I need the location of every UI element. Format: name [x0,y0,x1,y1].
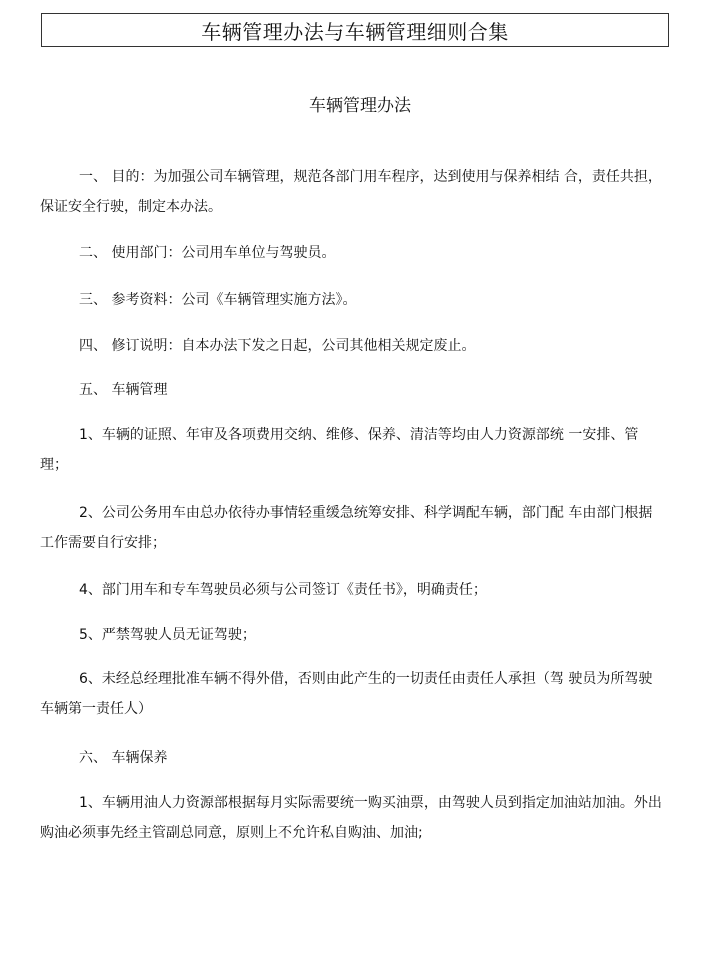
paragraph-vehicle-maintenance-heading: 六、 车辆保养 [79,750,168,766]
paragraph-item-1: 1、车辆的证照、年审及各项费用交纳、维修、保养、清洁等均由人力资源部统 一安排、管理； [40,427,639,473]
document-title: 车辆管理办法与车辆管理细则合集 [41,13,669,47]
paragraph-item-2: 2、公司公务用车由总办依待办事情轻重缓急统筹安排、科学调配车辆，部门配 车由部门根据工作需要自行安排； [40,505,653,551]
paragraph-item-5: 5、严禁驾驶人员无证驾驶； [79,627,256,643]
paragraph-departments: 二、 使用部门：公司用车单位与驾驶员。 [79,245,336,261]
paragraph-purpose: 一、 目的：为加强公司车辆管理，规范各部门用车程序，达到使用与保养相结 合，责任共担，保证安全行驶，制定本办法。 [40,169,662,215]
paragraph-maintenance-item-1: 1、车辆用油人力资源部根据每月实际需要统一购买油票，由驾驶人员到指定加油站加油。外出购油必须事先经主管副总同意，原则上不允许私自购油、加油; [40,795,662,841]
paragraph-item-6: 6、未经总经理批准车辆不得外借，否则由此产生的一切责任由责任人承担（驾 驶员为所驾驶车辆第一责任人） [40,671,653,717]
paragraph-item-4: 4、部门用车和专车驾驶员必须与公司签订《责任书》，明确责任； [79,582,487,598]
paragraph-revision: 四、 修订说明：自本办法下发之日起，公司其他相关规定废止。 [79,338,476,354]
paragraph-references: 三、 参考资料：公司《车辆管理实施方法》。 [79,292,357,308]
paragraph-vehicle-management-heading: 五、 车辆管理 [79,382,168,398]
section-title: 车辆管理办法 [309,96,411,116]
